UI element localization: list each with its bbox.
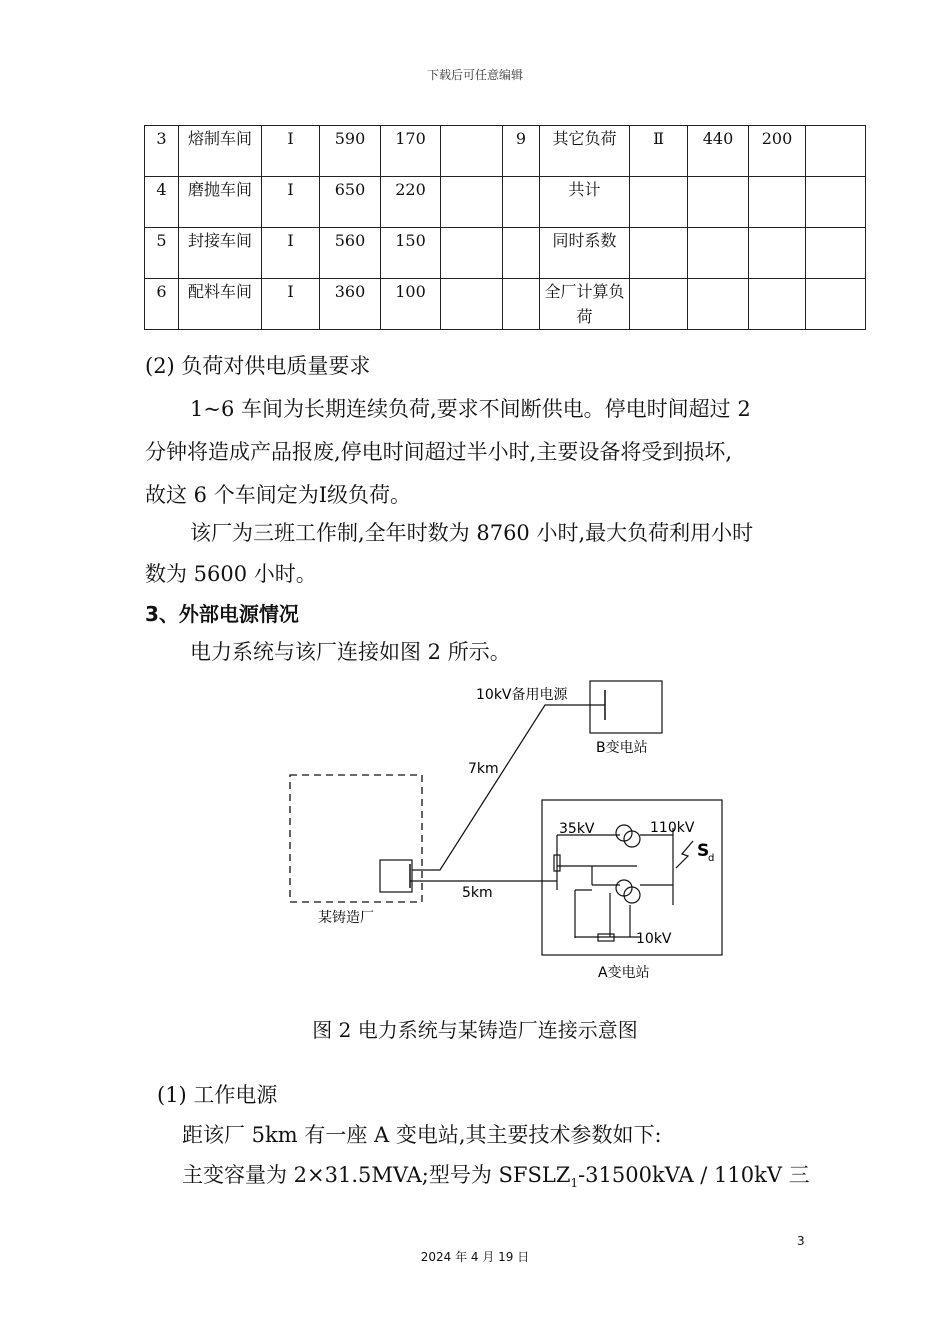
paragraph-line: 距该厂 5km 有一座 A 变电站,其主要技术参数如下: <box>182 1123 662 1147</box>
model-subscript: 1 <box>570 1176 579 1191</box>
paragraph-line: 分钟将造成产品报废,停电时间超过半小时,主要设备将受到损坏, <box>145 440 733 464</box>
factory-label: 某铸造厂 <box>318 910 374 926</box>
substation-a-wiring <box>554 825 693 941</box>
footer-date: 2024 年 4 月 19 日 <box>420 1250 530 1264</box>
paragraph-line: 该厂为三班工作制,全年时数为 8760 小时,最大负荷利用小时 <box>190 521 754 545</box>
table-cell: 5 <box>145 228 179 279</box>
table-cell: 650 <box>320 177 381 228</box>
table-cell: 其它负荷 <box>540 126 630 177</box>
substation-b-box <box>590 681 662 733</box>
voltage-35kv-label: 35kV <box>559 821 595 837</box>
factory-substation-box <box>380 860 412 892</box>
table-cell: 100 <box>381 279 441 330</box>
table-cell: 4 <box>145 177 179 228</box>
paragraph-line: 数为 5600 小时。 <box>145 562 317 586</box>
section-heading: 3、外部电源情况 <box>145 602 299 626</box>
table-cell: 磨抛车间 <box>179 177 262 228</box>
table-cell: 配料车间 <box>179 279 262 330</box>
sd-label: S <box>697 841 710 861</box>
table-cell: Ⅱ <box>630 126 688 177</box>
table-cell: 9 <box>503 126 540 177</box>
paragraph-line: 故这 6 个车间定为Ⅰ级负荷。 <box>145 483 412 507</box>
sd-subscript: d <box>708 853 715 864</box>
table-cell: Ⅰ <box>262 177 320 228</box>
voltage-10kv-label: 10kV <box>636 931 672 947</box>
table-cell: 440 <box>688 126 749 177</box>
table-cell: 6 <box>145 279 179 330</box>
paragraph-line: 主变容量为 2×31.5MVA;型号为 $SFSLZ_1-31500kVA / 110kV$ 三 <box>182 1163 810 1191</box>
subheading-power-quality: (2) 负荷对供电质量要求 <box>145 354 371 378</box>
voltage-110kv-label: 110kV <box>650 820 695 836</box>
page-number: 3 <box>797 1234 805 1248</box>
table-cell: 熔制车间 <box>179 126 262 177</box>
distance-5km-label: 5km <box>462 885 493 901</box>
distance-7km-label: 7km <box>468 761 499 777</box>
table-cell: Ⅰ <box>262 279 320 330</box>
substation-b-label: B变电站 <box>596 740 648 756</box>
subheading-work-source: (1) 工作电源 <box>157 1083 278 1107</box>
table-cell: Ⅰ <box>262 228 320 279</box>
table-cell: 220 <box>381 177 441 228</box>
backup-line-7km <box>411 705 605 870</box>
table-cell: 170 <box>381 126 441 177</box>
table-cell: Ⅰ <box>262 126 320 177</box>
backup-source-label: 10kV备用电源 <box>476 687 568 703</box>
table-cell: 150 <box>381 228 441 279</box>
table-cell: 590 <box>320 126 381 177</box>
table-cell: 3 <box>145 126 179 177</box>
table-cell: 封接车间 <box>179 228 262 279</box>
table-cell: 同时系数 <box>540 228 630 279</box>
table-cell: 560 <box>320 228 381 279</box>
table-cell: 全厂计算负荷 <box>540 279 630 330</box>
table-cell: 共计 <box>540 177 630 228</box>
page-header: 下载后可任意编辑 <box>426 68 523 82</box>
paragraph-line: 电力系统与该厂连接如图 2 所示。 <box>190 640 511 664</box>
table-cell: 200 <box>749 126 806 177</box>
table-cell: 360 <box>320 279 381 330</box>
substation-a-label: A变电站 <box>598 965 650 981</box>
figure-caption: 图 2 电力系统与某铸造厂连接示意图 <box>312 1018 638 1042</box>
paragraph-line: 1~6 车间为长期连续负荷,要求不间断供电。停电时间超过 2 <box>190 397 751 421</box>
